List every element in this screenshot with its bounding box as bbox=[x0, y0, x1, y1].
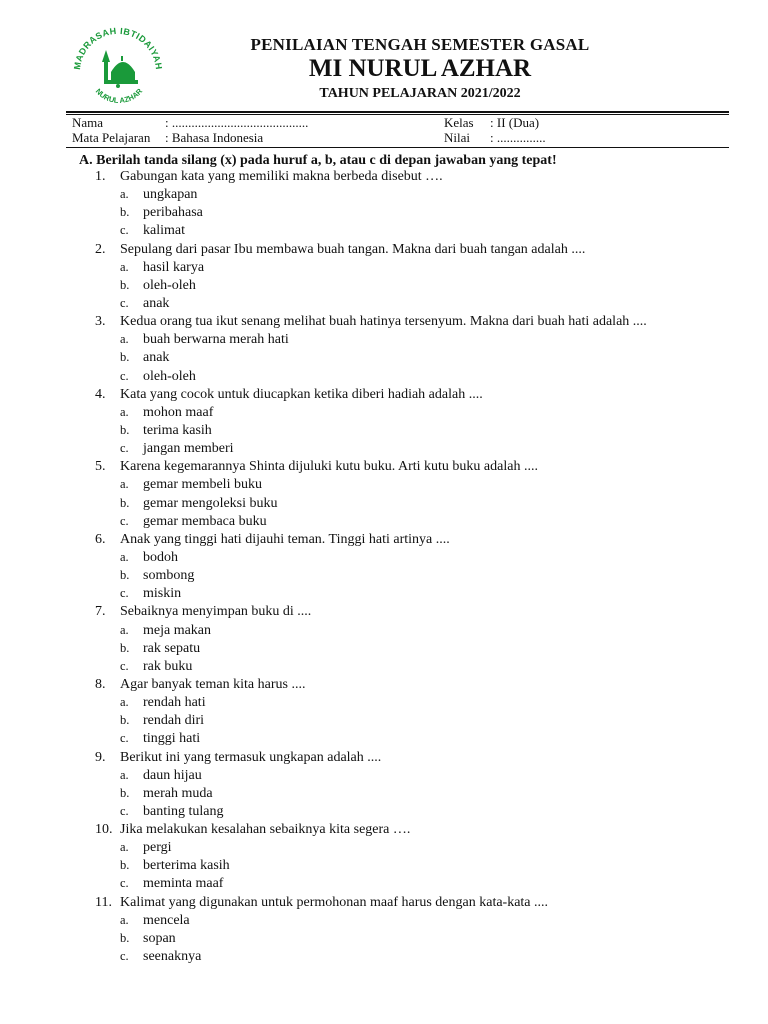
option-text: kalimat bbox=[143, 223, 185, 239]
option-letter[interactable]: c. bbox=[120, 295, 129, 310]
question-number: 9. bbox=[95, 749, 106, 765]
answer-option[interactable] bbox=[0, 695, 768, 713]
question-list bbox=[0, 169, 768, 967]
option-text: buah berwarna merah hati bbox=[143, 332, 289, 348]
answer-option[interactable] bbox=[0, 496, 768, 514]
question-number: 2. bbox=[95, 241, 106, 257]
question-text: Jika melakukan kesalahan sebaiknya kita segera …. bbox=[120, 822, 411, 838]
answer-option[interactable] bbox=[0, 477, 768, 495]
question-text: Anak yang tinggi hati dijauhi teman. Tinggi hati artinya .... bbox=[120, 531, 450, 547]
kelas-label: Kelas bbox=[444, 115, 474, 130]
answer-option[interactable] bbox=[0, 441, 768, 459]
mapel-label: Mata Pelajaran bbox=[72, 130, 151, 145]
question-item bbox=[0, 387, 768, 405]
option-text: ungkapan bbox=[143, 187, 198, 203]
answer-option[interactable] bbox=[0, 568, 768, 586]
option-letter[interactable]: b. bbox=[120, 277, 130, 292]
document-header bbox=[170, 35, 670, 103]
option-text: anak bbox=[143, 295, 170, 311]
header-divider bbox=[66, 111, 729, 113]
answer-option[interactable] bbox=[0, 369, 768, 387]
option-letter[interactable]: c. bbox=[120, 223, 129, 238]
nilai-field[interactable]: : ............... bbox=[490, 130, 546, 145]
answer-option[interactable] bbox=[0, 223, 768, 241]
question-text: Gabungan kata yang memiliki makna berbeda disebut …. bbox=[120, 169, 443, 184]
option-text: merah muda bbox=[143, 785, 213, 801]
option-letter[interactable]: a. bbox=[120, 840, 129, 855]
question-text: Sebaiknya menyimpan buku di .... bbox=[120, 604, 312, 620]
option-text: banting tulang bbox=[143, 803, 224, 819]
option-text: daun hijau bbox=[143, 767, 202, 783]
answer-option[interactable] bbox=[0, 786, 768, 804]
option-letter[interactable]: b. bbox=[120, 568, 130, 583]
nilai-label: Nilai bbox=[444, 130, 470, 145]
answer-option[interactable] bbox=[0, 187, 768, 205]
exam-title: PENILAIAN TENGAH SEMESTER GASAL bbox=[250, 35, 590, 54]
question-text: Karena kegemarannya Shinta dijuluki kutu buku. Arti kutu buku adalah .... bbox=[120, 459, 538, 475]
option-text: pergi bbox=[143, 840, 172, 856]
answer-option[interactable] bbox=[0, 278, 768, 296]
answer-option[interactable] bbox=[0, 405, 768, 423]
option-letter[interactable]: a. bbox=[120, 767, 129, 782]
option-text: terima kasih bbox=[143, 422, 212, 438]
answer-option[interactable] bbox=[0, 659, 768, 677]
question-text: Kedua orang tua ikut senang melihat buah hatinya tersenyum. Makna dari buah hati adalah .... bbox=[120, 314, 647, 330]
option-letter[interactable]: c. bbox=[120, 658, 129, 673]
question-number: 10. bbox=[95, 822, 113, 838]
option-letter[interactable]: b. bbox=[120, 930, 130, 945]
answer-option[interactable] bbox=[0, 840, 768, 858]
option-text: sombong bbox=[143, 568, 195, 584]
option-text: seenaknya bbox=[143, 949, 202, 965]
question-number: 3. bbox=[95, 314, 106, 330]
mapel-value: : Bahasa Indonesia bbox=[165, 130, 264, 145]
answer-option[interactable] bbox=[0, 205, 768, 223]
answer-option[interactable] bbox=[0, 804, 768, 822]
question-number: 4. bbox=[95, 386, 106, 402]
kelas-value: : II (Dua) bbox=[490, 115, 540, 130]
option-text: meminta maaf bbox=[143, 876, 224, 892]
option-letter[interactable]: a. bbox=[120, 695, 129, 710]
option-letter[interactable]: b. bbox=[120, 205, 130, 220]
answer-option[interactable] bbox=[0, 514, 768, 532]
question-item bbox=[0, 604, 768, 622]
option-letter[interactable]: c. bbox=[120, 586, 129, 601]
question-text: Sepulang dari pasar Ibu membawa buah tangan. Makna dari buah tangan adalah .... bbox=[120, 241, 586, 257]
option-text: gemar membaca buku bbox=[143, 513, 267, 529]
question-item bbox=[0, 750, 768, 768]
option-text: gemar mengoleksi buku bbox=[143, 495, 278, 511]
option-letter[interactable]: a. bbox=[120, 622, 129, 637]
answer-option[interactable] bbox=[0, 931, 768, 949]
option-letter[interactable]: b. bbox=[120, 495, 130, 510]
option-letter[interactable]: c. bbox=[120, 368, 129, 383]
option-text: rendah hati bbox=[143, 695, 206, 711]
option-text: rendah diri bbox=[143, 713, 205, 729]
question-number: 5. bbox=[95, 459, 106, 475]
option-text: rak buku bbox=[143, 658, 193, 674]
answer-option[interactable] bbox=[0, 876, 768, 894]
option-text: bodoh bbox=[143, 549, 178, 565]
option-letter[interactable]: c. bbox=[120, 949, 129, 964]
option-letter[interactable]: b. bbox=[120, 350, 130, 365]
svg-text:NURUL AZHAR bbox=[94, 86, 145, 105]
answer-option[interactable] bbox=[0, 949, 768, 967]
answer-option[interactable] bbox=[0, 713, 768, 731]
answer-option[interactable] bbox=[0, 913, 768, 931]
option-letter[interactable]: b. bbox=[120, 640, 130, 655]
question-item bbox=[0, 459, 768, 477]
answer-option[interactable] bbox=[0, 768, 768, 786]
question-text: Kalimat yang digunakan untuk permohonan maaf harus dengan kata-kata .... bbox=[120, 894, 549, 910]
option-text: anak bbox=[143, 350, 170, 366]
option-letter[interactable]: b. bbox=[120, 858, 130, 873]
question-number: 8. bbox=[95, 676, 106, 692]
option-letter[interactable]: b. bbox=[120, 713, 130, 728]
nama-field[interactable]: : .......................................... bbox=[165, 115, 309, 130]
option-letter[interactable]: a. bbox=[120, 549, 129, 564]
option-text: tinggi hati bbox=[143, 731, 201, 747]
answer-option[interactable] bbox=[0, 586, 768, 604]
option-text: rak sepatu bbox=[143, 640, 201, 656]
option-text: jangan memberi bbox=[143, 441, 234, 457]
academic-year: TAHUN PELAJARAN 2021/2022 bbox=[319, 86, 521, 101]
question-item bbox=[0, 677, 768, 695]
school-logo-icon bbox=[66, 22, 170, 108]
option-letter[interactable]: b. bbox=[120, 422, 130, 437]
option-text: mencela bbox=[143, 912, 190, 928]
option-text: oleh-oleh bbox=[143, 277, 196, 293]
option-text: berterima kasih bbox=[143, 858, 230, 874]
answer-option[interactable] bbox=[0, 550, 768, 568]
answer-option[interactable] bbox=[0, 423, 768, 441]
question-item bbox=[0, 532, 768, 550]
question-text: Agar banyak teman kita harus .... bbox=[120, 676, 306, 692]
option-letter[interactable]: c. bbox=[120, 513, 129, 528]
section-instruction: A. Berilah tanda silang (x) pada huruf a, b, atau c di depan jawaban yang tepat! bbox=[79, 153, 557, 168]
question-item bbox=[0, 169, 768, 187]
option-text: sopan bbox=[143, 930, 176, 946]
answer-option[interactable] bbox=[0, 641, 768, 659]
question-number: 6. bbox=[95, 531, 106, 547]
option-letter[interactable]: b. bbox=[120, 785, 130, 800]
question-item bbox=[0, 822, 768, 840]
option-text: oleh-oleh bbox=[143, 368, 196, 384]
question-item bbox=[0, 242, 768, 260]
svg-text:MADRASAH IBTIDAIYAH bbox=[72, 26, 164, 70]
answer-option[interactable] bbox=[0, 350, 768, 368]
option-letter[interactable]: c. bbox=[120, 803, 129, 818]
option-letter[interactable]: a. bbox=[120, 404, 129, 419]
question-text: Berikut ini yang termasuk ungkapan adalah .... bbox=[120, 749, 382, 765]
option-text: hasil karya bbox=[143, 259, 205, 275]
question-item bbox=[0, 895, 768, 913]
question-item bbox=[0, 314, 768, 332]
logo-text-top: MADRASAH IBTIDAIYAH bbox=[71, 25, 165, 71]
answer-option[interactable] bbox=[0, 260, 768, 278]
option-text: gemar membeli buku bbox=[143, 477, 262, 493]
option-letter[interactable]: a. bbox=[120, 912, 129, 927]
school-name: MI NURUL AZHAR bbox=[308, 55, 532, 82]
question-number: 1. bbox=[95, 169, 106, 184]
option-letter[interactable]: a. bbox=[120, 477, 129, 492]
answer-option[interactable] bbox=[0, 623, 768, 641]
nama-label: Nama bbox=[72, 115, 104, 130]
info-divider bbox=[66, 147, 729, 148]
option-letter[interactable]: c. bbox=[120, 731, 129, 746]
question-number: 7. bbox=[95, 604, 106, 620]
option-letter[interactable]: a. bbox=[120, 259, 129, 274]
question-number: 11. bbox=[95, 894, 112, 910]
option-letter[interactable]: a. bbox=[120, 332, 129, 347]
answer-option[interactable] bbox=[0, 296, 768, 314]
answer-option[interactable] bbox=[0, 332, 768, 350]
answer-option[interactable] bbox=[0, 731, 768, 749]
option-text: mohon maaf bbox=[143, 404, 214, 420]
option-text: miskin bbox=[143, 586, 182, 602]
option-letter[interactable]: a. bbox=[120, 187, 129, 202]
option-letter[interactable]: c. bbox=[120, 876, 129, 891]
logo-text-bottom: NURUL AZHAR bbox=[93, 86, 145, 106]
option-letter[interactable]: c. bbox=[120, 441, 129, 456]
question-text: Kata yang cocok untuk diucapkan ketika diberi hadiah adalah .... bbox=[120, 386, 483, 402]
option-text: peribahasa bbox=[143, 205, 203, 221]
answer-option[interactable] bbox=[0, 858, 768, 876]
option-text: meja makan bbox=[143, 622, 212, 638]
